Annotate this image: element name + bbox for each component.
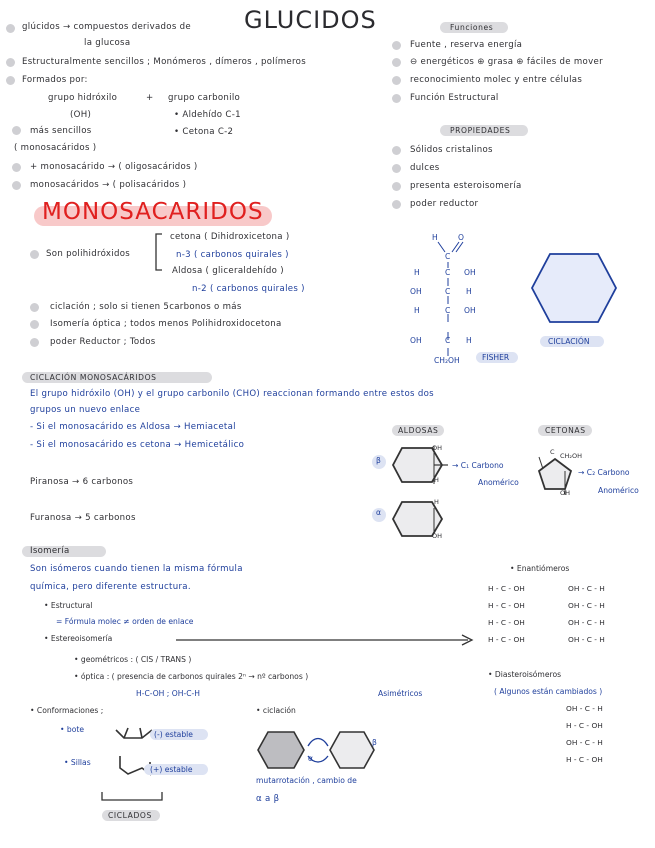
bullet-dot — [392, 94, 401, 103]
diast-row: OH - C - H — [566, 704, 603, 713]
oh-label: (OH) — [70, 110, 92, 120]
ciclacion-text-cont: grupos un nuevo enlace — [30, 405, 141, 415]
enantiomeros-label: • Enantiómeros — [510, 564, 570, 573]
aldosas-label: ALDOSAS — [398, 426, 439, 435]
bullet-dot — [30, 338, 39, 347]
geometricos-line: • geométricos : ( CIS / TRANS ) — [74, 655, 192, 664]
estructural-label: • Estructural — [44, 601, 93, 610]
n3-carbonos: n-3 ( carbonos quirales ) — [176, 250, 289, 260]
bote-icon — [114, 724, 154, 744]
cetonas-label: CETONAS — [545, 426, 586, 435]
funcion-item: Función Estructural — [410, 93, 499, 103]
fisher-row-c: C — [445, 306, 451, 315]
fisher-row-right: H — [466, 287, 472, 296]
diast-row: H - C - OH — [566, 755, 603, 764]
isomeria-text: Son isómeros cuando tienen la misma fórmula — [30, 564, 243, 574]
arrow-icon — [176, 634, 476, 646]
bullet-dot — [392, 146, 401, 155]
furanosa-line: Furanosa → 5 carbonos — [30, 513, 136, 523]
fisher-row-c: C — [445, 336, 451, 345]
enant-right-row: OH - C - H — [568, 601, 605, 610]
funcion-item: reconocimiento molec y entre células — [410, 75, 583, 85]
poder-reductor-bullet: poder Reductor ; Todos — [50, 337, 156, 347]
propiedad-item: dulces — [410, 163, 440, 173]
cetona-ch2oh: CH₂OH — [560, 452, 583, 460]
beta-symbol-small: β — [372, 738, 377, 747]
mutarrotacion-text: mutarrotación , cambio de — [256, 776, 357, 785]
funciones-header: Funciones — [450, 23, 494, 32]
fisher-row-c: C — [445, 287, 451, 296]
fisher-row-right: OH — [464, 268, 476, 277]
diast-row: OH - C - H — [566, 738, 603, 747]
bracket-icon — [152, 232, 164, 272]
grupo-carbonilo: grupo carbonilo — [168, 93, 241, 103]
asimetricos-label: Asimétricos — [378, 689, 423, 698]
n2-carbonos: n-2 ( carbonos quirales ) — [192, 284, 305, 294]
fisher-row-left: H — [414, 306, 420, 315]
poli-line: monosacáridos → ( polisacáridos ) — [30, 180, 187, 190]
bullet-dot — [30, 250, 39, 259]
glucidos-definition: glúcidos → compuestos derivados de — [22, 22, 191, 32]
sillas-label: • Sillas — [64, 758, 91, 767]
ciclacion-bullet: ciclación ; solo si tienen 5carbonos o más — [50, 302, 242, 312]
bullet-dot — [392, 164, 401, 173]
c2-carbono: → C₂ Carbono — [578, 468, 630, 477]
alpha-h: H — [434, 498, 439, 506]
aldehido-line: • Aldehído C-1 — [174, 110, 241, 120]
alpha-symbol-small: α — [308, 754, 314, 763]
glucidos-definition-cont: la glucosa — [84, 38, 131, 48]
piranosa-line: Piranosa → 6 carbonos — [30, 477, 134, 487]
aldosa-gliceraldehido: Aldosa ( gliceraldehído ) — [172, 266, 284, 276]
bullet-dot — [6, 76, 15, 85]
fisher-h-top: H — [432, 233, 438, 242]
cetona-dihidroxicetona: cetona ( Dihidroxicetona ) — [170, 232, 290, 242]
bullet-dot — [392, 182, 401, 191]
grupo-hidroxilo: grupo hidróxilo — [48, 93, 118, 103]
isomeria-text-cont: química, pero diferente estructura. — [30, 582, 191, 592]
mas-sencillos: más sencillos — [30, 126, 92, 136]
cetona-hemicetalico: - Si el monosacárido es cetona → Hemicetálico — [30, 440, 245, 450]
ciclacion-label: CICLACIÓN — [548, 337, 590, 346]
fisher-row-left: OH — [410, 336, 422, 345]
formula-line: = Fórmula molec ≠ orden de enlace — [56, 617, 194, 626]
hexagon-icon — [528, 250, 620, 326]
son-polihidroxidos: Son polihidróxidos — [46, 249, 131, 259]
enant-left-row: H - C - OH — [488, 584, 525, 593]
propiedad-item: Sólidos cristalinos — [410, 145, 493, 155]
bullet-dot — [12, 163, 21, 172]
fisher-row-left: H — [414, 268, 420, 277]
bullet-dot — [30, 320, 39, 329]
bracket-bottom-icon — [100, 792, 164, 804]
ciclacion-text: El grupo hidróxilo (OH) y el grupo carbonilo (CHO) reaccionan formando entre estos dos — [30, 389, 434, 399]
bullet-dot — [12, 126, 21, 135]
fisher-o-top: O — [458, 233, 464, 242]
ciclacion-header: CICLACIÓN MONOSACÁRIDOS — [30, 373, 157, 382]
bullet-dot — [392, 76, 401, 85]
bullet-dot — [392, 58, 401, 67]
formados-line: Formados por: — [22, 75, 88, 85]
monosacaridos-paren: ( monosacáridos ) — [14, 143, 97, 153]
isomeria-header: Isomería — [30, 546, 70, 556]
conformaciones-label: • Conformaciones ; — [30, 706, 104, 715]
silla-estable: (+) estable — [150, 765, 193, 774]
bullet-dot — [392, 200, 401, 209]
funcion-item: ⊖ energéticos ⊕ grasa ⊕ fáciles de mover — [410, 57, 603, 67]
diast-row: H - C - OH — [566, 721, 603, 730]
bullet-dot — [6, 24, 15, 33]
fisher-c-top: C — [445, 252, 451, 261]
plus-sign: + — [146, 93, 154, 103]
beta-h: H — [434, 476, 439, 484]
optica-line: • óptica : ( presencia de carbonos quirales 2ⁿ → nº carbonos ) — [74, 672, 309, 681]
isomeria-bullet: Isomería óptica ; todos menos Polihidroxidocetona — [50, 319, 282, 329]
beta-oh: OH — [432, 444, 443, 452]
cetona-oh: OH — [560, 489, 571, 497]
funcion-item: Fuente , reserva energía — [410, 40, 523, 50]
oligo-line: + monosacárido → ( oligosacáridos ) — [30, 162, 198, 172]
monosacaridos-title: MONOSACARIDOS — [42, 199, 264, 225]
propiedad-item: poder reductor — [410, 199, 479, 209]
enant-left-row: H - C - OH — [488, 618, 525, 627]
mutarrotacion-icon — [256, 728, 386, 774]
cetona-line: • Cetona C-2 — [174, 127, 234, 137]
algunos-label: ( Algunos están cambiados ) — [494, 687, 603, 696]
enant-left-row: H - C - OH — [488, 601, 525, 610]
fisher-row-right: H — [466, 336, 472, 345]
aldosa-hemiacetal: - Si el monosacárido es Aldosa → Hemiacetal — [30, 422, 236, 432]
bote-estable: (-) estable — [154, 730, 193, 739]
anomerico-label: Anomérico — [478, 478, 519, 487]
c1-carbono: → C₁ Carbono — [452, 461, 504, 470]
estructural-line: Estructuralmente sencillos ; Monómeros , dímeros , polímeros — [22, 57, 306, 67]
enant-right-row: OH - C - H — [568, 618, 605, 627]
bullet-dot — [392, 41, 401, 50]
fisher-projection — [400, 230, 500, 370]
cetona-c: C — [550, 448, 555, 456]
enant-left-row: H - C - OH — [488, 635, 525, 644]
anomerico-label-2: Anomérico — [598, 486, 639, 495]
estereo-label: • Estereoisomería — [44, 634, 113, 643]
bullet-dot — [30, 303, 39, 312]
enant-right-row: OH - C - H — [568, 584, 605, 593]
fisher-bonds — [400, 230, 500, 370]
fisher-row-c: C — [445, 268, 451, 277]
enant-right-row: OH - C - H — [568, 635, 605, 644]
propiedad-item: presenta esteroisomería — [410, 181, 522, 191]
beta-ring-icon — [390, 442, 460, 488]
page-title: GLUCIDOS — [244, 6, 377, 34]
propiedades-header: PROPIEDADES — [450, 126, 511, 135]
bote-label: • bote — [60, 725, 85, 734]
hcoh-line: H-C-OH ; OH-C-H — [136, 689, 200, 698]
beta-symbol: β — [376, 456, 381, 465]
alpha-beta-text: α a β — [256, 794, 280, 804]
fisher-row-left: OH — [410, 287, 422, 296]
fisher-bottom: CH₂OH — [434, 356, 460, 365]
bullet-dot — [12, 181, 21, 190]
fisher-row-right: OH — [464, 306, 476, 315]
ciclados-label: CICLADOS — [108, 811, 152, 820]
bullet-dot — [6, 58, 15, 67]
alpha-oh: OH — [432, 532, 443, 540]
ciclacion-iso-label: • ciclación — [256, 706, 296, 715]
alpha-symbol: α — [376, 508, 382, 517]
fisher-label: FISHER — [482, 353, 510, 362]
diastereo-label: • Diasteroisómeros — [488, 670, 562, 679]
